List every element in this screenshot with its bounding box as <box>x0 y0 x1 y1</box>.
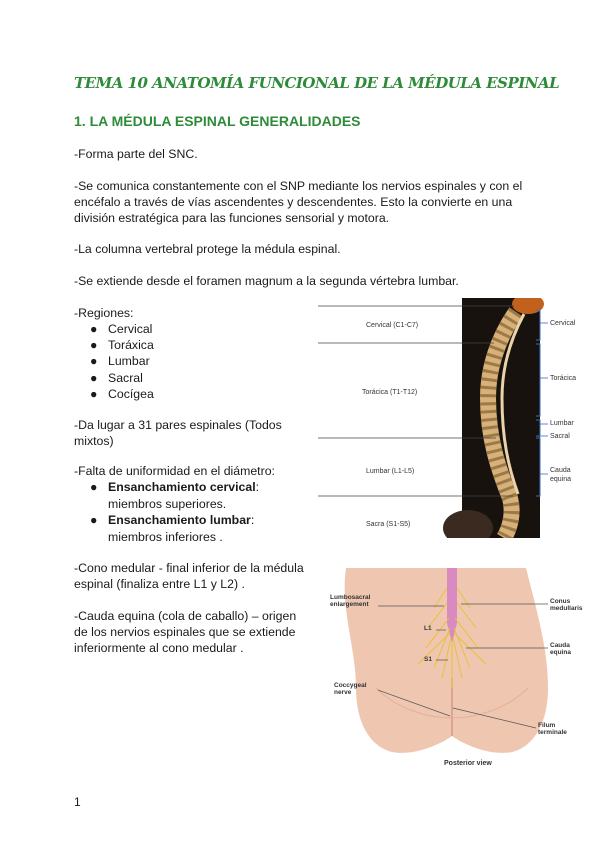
label-sacral-right: Sacral <box>550 433 570 440</box>
paragraph-extension: -Se extiende desde el foramen magnum a la segunda vértebra lumbar. <box>74 274 459 288</box>
list-item: ● Cocígea <box>90 386 154 401</box>
paragraph-snc: -Forma parte del SNC. <box>74 147 198 161</box>
spine-illustration <box>318 298 588 538</box>
regiones-label: -Regiones: <box>74 306 134 320</box>
label-cauda-right: Cauda equina <box>550 467 572 483</box>
posterior-view-figure <box>316 568 588 773</box>
regiones-list <box>74 321 304 402</box>
label-cervical-left: Cervical (C1-C7) <box>366 322 419 329</box>
ens-lumbar-desc: miembros inferiores . <box>108 530 223 544</box>
list-item: ● Ensanchamiento lumbar: <box>90 513 255 527</box>
ensanchamientos-list-2 <box>74 512 304 528</box>
page-title: TEMA 10 ANATOMÍA FUNCIONAL DE LA MÉDULA ESPINAL <box>74 74 560 92</box>
label-lumbar-left: Lumbar (L1-L5) <box>366 468 415 475</box>
paragraph-proteccion: -La columna vertebral protege la médula espinal. <box>74 242 341 256</box>
label-lumbar-right: Lumbar <box>550 420 574 427</box>
spine-regions-figure <box>318 298 588 538</box>
list-item: ● Lumbar <box>90 354 150 369</box>
list-item: ● Sacral <box>90 370 143 385</box>
label-coccygeal: Coccygeal nerve <box>334 682 367 696</box>
list-item: ● Toráxica <box>90 338 154 353</box>
paragraph-cauda: -Cauda equina (cola de caballo) – origen de los nervios espinales que se extiende inferiormente al cono medular . <box>74 609 297 655</box>
section-heading: 1. LA MÉDULA ESPINAL GENERALIDADES <box>74 113 361 129</box>
ensanchamientos-list <box>74 479 304 495</box>
label-lumbosacral: Lumbosacral enlargement <box>330 594 371 608</box>
list-item: ● Ensanchamiento cervical: <box>90 480 260 494</box>
list-item: ● Cervical <box>90 322 153 336</box>
figure-caption: Posterior view <box>444 760 492 767</box>
label-s1: S1 <box>424 656 432 663</box>
label-l1: L1 <box>424 625 432 632</box>
label-conus: Conus medullaris <box>550 598 583 612</box>
label-toracica-right: Torácica <box>550 375 577 382</box>
label-sacra-left: Sacra (S1-S5) <box>366 521 411 528</box>
label-filum: Filum terminale <box>538 722 567 736</box>
paragraph-cono: -Cono medular - final inferior de la médula espinal (finaliza entre L1 y L2) . <box>74 561 304 591</box>
paragraph-diametro: -Falta de uniformidad en el diámetro: <box>74 464 275 478</box>
label-toracica-left: Torácica (T1-T12) <box>362 389 418 396</box>
paragraph-pares: -Da lugar a 31 pares espinales (Todos mixtos) <box>74 418 282 448</box>
paragraph-snp: -Se comunica constantemente con el SNP mediante los nervios espinales y con el encéfalo a través de vías ascendentes y descendentes. Esto la convierte en una división estratégica para las funciones sensorial y motora. <box>74 179 523 225</box>
label-cauda-equina: Cauda equina <box>550 642 571 656</box>
page-number: 1 <box>74 795 81 809</box>
label-cervical-right: Cervical <box>550 320 576 327</box>
ens-cervical-desc: miembros superiores. <box>108 497 227 511</box>
